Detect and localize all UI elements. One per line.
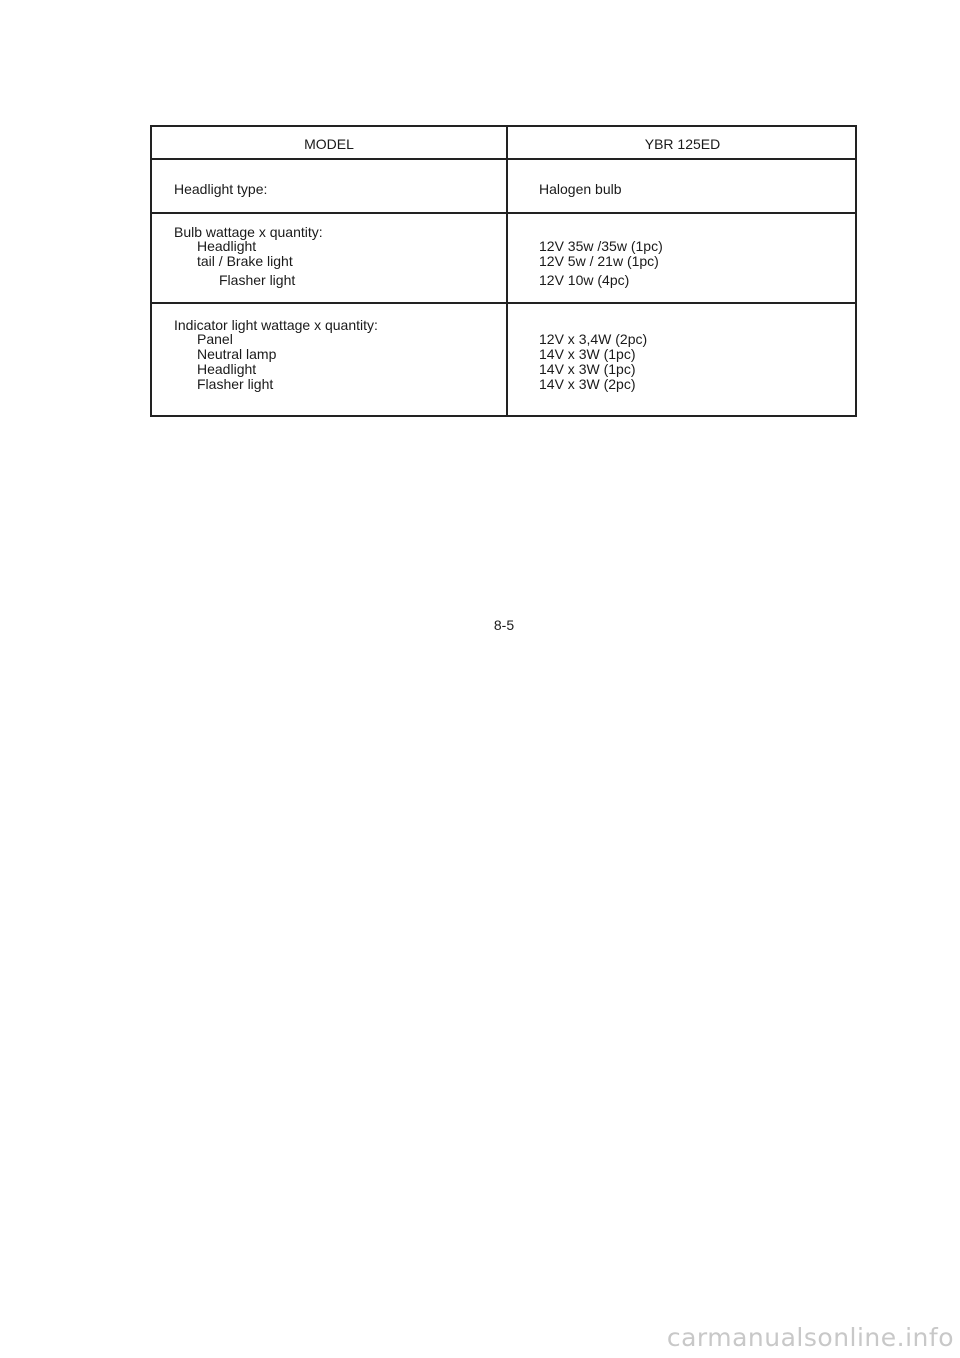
indicator-wattage-label: Indicator light wattage x quantity: [174,317,378,333]
column-divider [506,127,508,415]
bulb-tail-brake-label: tail / Brake light [197,253,293,269]
headlight-type-label: Headlight type: [174,181,268,197]
headlight-type-value: Halogen bulb [539,181,622,197]
indicator-flasher-value: 14V x 3W (2pc) [539,376,636,392]
bulb-wattage-label: Bulb wattage x quantity: [174,224,323,240]
bulb-flasher-value: 12V 10w (4pc) [539,272,630,288]
row-divider-2 [152,302,855,304]
indicator-neutral-value: 14V x 3W (1pc) [539,346,636,362]
bulb-flasher-label: Flasher light [219,272,296,288]
spec-table [150,125,857,417]
watermark: carmanualsonline.info [666,1323,954,1352]
indicator-panel-value: 12V x 3,4W (2pc) [539,331,648,347]
indicator-neutral-label: Neutral lamp [197,346,277,362]
bulb-headlight-value: 12V 35w /35w (1pc) [539,238,663,254]
bulb-tail-brake-value: 12V 5w / 21w (1pc) [539,253,659,269]
row-divider-1 [152,212,855,214]
indicator-panel-label: Panel [197,331,233,347]
bulb-headlight-label: Headlight [197,238,257,254]
model-value: YBR 125ED [644,136,721,152]
indicator-flasher-label: Flasher light [197,376,274,392]
indicator-headlight-value: 14V x 3W (1pc) [539,361,636,377]
row-divider-header [152,158,855,160]
indicator-headlight-label: Headlight [197,361,257,377]
page-number: 8-5 [493,617,515,633]
model-label: MODEL [304,136,354,152]
